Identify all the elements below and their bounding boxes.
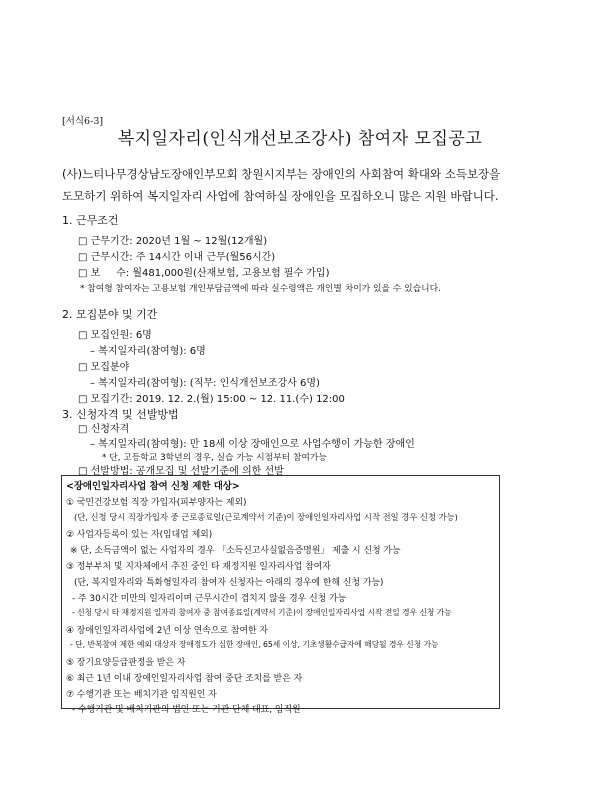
section-heading-working-conditions: 1. 근무조건 [62, 214, 119, 227]
section-heading-eligibility: 3. 신청자격 및 선발방법 [62, 408, 179, 421]
restriction-item: ② 사업자등록이 있는 자(임대업 제외) [66, 530, 213, 540]
list-item: □ 근무시간: 주 14시간 이내 근무(월56시간) [78, 252, 276, 263]
list-item: □ 선발방법: 공개모집 및 선발기준에 의한 선발 [78, 466, 284, 477]
restriction-item: ※ 단, 소득금액이 없는 사업자의 경우 「소득신고사실없음증명원」 제출 시 신청 가능 [70, 546, 401, 556]
restriction-item: ⑦ 수행기관 또는 배치기관 임직원인 자 [66, 690, 217, 700]
form-number: [서식6-3] [62, 116, 104, 127]
restriction-box [61, 475, 500, 715]
footnote: * 참여형 참여자는 고용보험 개인부담금액에 따라 실수령액은 개인별 차이가 있을 수 있습니다. [80, 284, 441, 294]
intro-paragraph: (사)느티나무경상남도장애인부모회 창원시지부는 장애인의 사회참여 확대와 소득보장을 도모하기 위하여 복지일자리 사업에 참여하실 장애인을 모집하오니 많은 지원 바랍니다. [62, 167, 501, 203]
footnote: * 단, 고등학교 3학년의 경우, 실습 가능 시점부터 참여가능 [102, 453, 327, 463]
list-item: □ 보 수: 월481,000원(산재보험, 고용보험 필수 가입) [78, 268, 330, 279]
list-item: □ 모집인원: 6명 [78, 330, 152, 341]
restriction-item: ① 국민건강보험 직장 가입자(피부양자는 제외) [66, 498, 247, 508]
list-item: □ 모집분야 [78, 362, 130, 373]
list-item: – 복지일자리(참여형): 만 18세 이상 장애인으로 사업수행이 가능한 장애인 [90, 439, 415, 450]
page-title: 복지일자리(인식개선보조강사) 참여자 모집공고 [117, 129, 483, 149]
list-item: □ 신청자격 [78, 424, 130, 435]
restriction-item: - 신청 당시 타 재정지원 일자리 참여자 중 참여종료일(계약서 기준)이 장애인일자리사업 시작 전일 경우 신청 가능 [72, 608, 452, 617]
list-item: – 복지일자리(참여형): (직무: 인식개선보조강사 6명) [90, 378, 320, 389]
restriction-item: ⑤ 장기요양등급판정을 받은 자 [66, 658, 186, 668]
list-item: □ 모집기간: 2019. 12. 2.(월) 15:00 ~ 12. 11.(수) 12:00 [78, 394, 345, 405]
restriction-item: ④ 장애인일자리사업에 2년 이상 연속으로 참여한 자 [66, 626, 268, 636]
restriction-item: - 단, 반복참여 제한 예외 대상자 장애정도가 심한 장애인, 65세 이상, 기초생활수급자에 해당될 경우 신청 가능 [70, 640, 439, 649]
restriction-item: - 수행기관 및 배치기관의 법인 또는 기관 단체 대표, 임직원 [72, 705, 301, 715]
restriction-item: ⑥ 최근 1년 이내 장애인일자리사업 참여 중단 조치를 받은 자 [66, 674, 303, 684]
list-item: – 복지일자리(참여형): 6명 [90, 346, 206, 357]
list-item: □ 근무기간: 2020년 1월 ~ 12월(12개월) [78, 236, 268, 247]
restriction-item: ③ 정부부처 및 지자체에서 추진 중인 타 재정지원 일자리사업 참여자 [66, 562, 331, 572]
section-heading-recruitment: 2. 모집분야 및 기간 [62, 308, 158, 321]
restriction-item: (단, 신청 당시 직장가입자 중 근로종료일(근로계약서 기준)이 장애인일자리사업 시작 전일 경우 신청 가능) [74, 512, 458, 522]
restriction-box-title: <장애인일자리사업 참여 신청 제한 대상> [66, 481, 240, 492]
restriction-item: - 주 30시간 미만의 일자리이며 근무시간이 겹치지 않을 경우 신청 가능 [72, 594, 347, 604]
restriction-item: (단, 복지일자리와 특화형일자리 참여자 신청자는 아래의 경우에 한해 신청 가능) [74, 578, 384, 588]
